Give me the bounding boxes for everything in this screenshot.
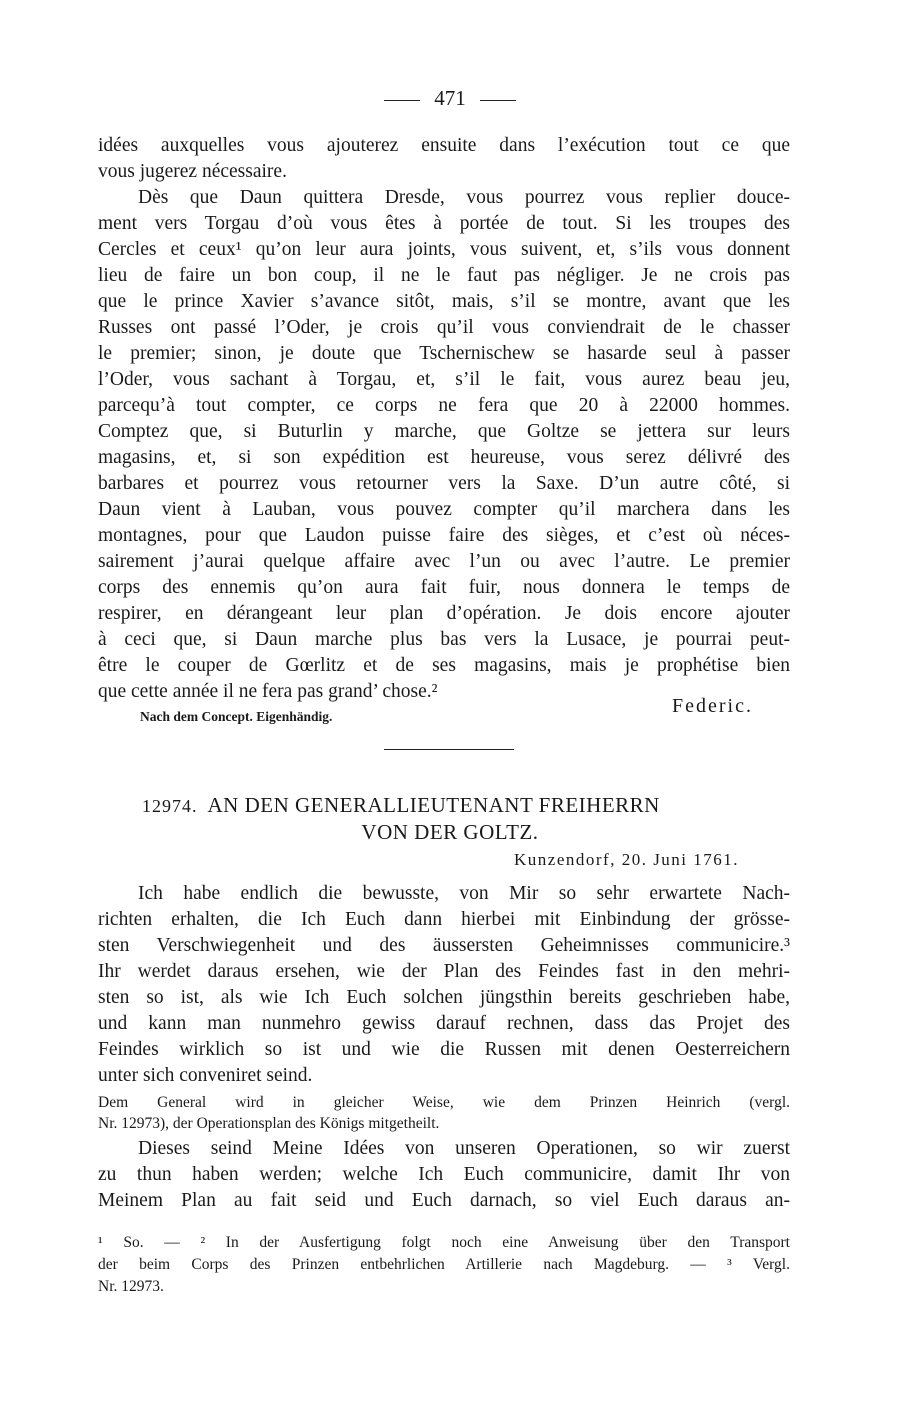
letter1-line: que cette année il ne fera pas grand’ chose.² bbox=[98, 681, 438, 702]
letter1-line: le premier; sinon, je doute que Tschernischew se hasarde seul à passer bbox=[98, 343, 790, 364]
letter1-line: Dès que Daun quittera Dresde, vous pourrez vous replier douce- bbox=[138, 187, 790, 208]
place-date: Kunzendorf, 20. Juni 1761. bbox=[514, 850, 740, 869]
letter1-line: sairement j’aurai quelque affaire avec l’un ou avec l’autre. Le premier bbox=[98, 551, 790, 572]
signature: Federic. bbox=[672, 695, 753, 717]
letter1-line: lieu de faire un bon coup, il ne le faut pas négliger. Je ne crois pas bbox=[98, 265, 790, 286]
letter2-line: und kann man nunmehro gewiss darauf rechnen, dass das Projet des bbox=[98, 1013, 790, 1034]
footnote-line: der beim Corps des Prinzen entbehrlichen Artillerie nach Magdeburg. — ³ Vergl. bbox=[98, 1256, 790, 1273]
letter1-line: Cercles et ceux¹ qu’on leur aura joints, vous suivent, et, s’ils vous donnent bbox=[98, 239, 790, 260]
letter2-line: sten Verschwiegenheit und des äussersten Geheimnisses communicire.³ bbox=[98, 935, 790, 956]
letter2-line: unter sich conveniret seind. bbox=[98, 1065, 313, 1086]
letter2-line: Meinem Plan au fait seid und Euch darnach, so viel Euch daraus an- bbox=[98, 1190, 790, 1211]
letter2-line: richten erhalten, die Ich Euch dann hierbei mit Einbindung der grösse- bbox=[98, 909, 790, 930]
letter1-line: corps des ennemis qu’on aura fait fuir, nous donnera le temps de bbox=[98, 577, 790, 598]
letter2-line: Ich habe endlich die bewusste, von Mir so sehr erwartete Nach- bbox=[138, 883, 790, 904]
editorial-note-line: Nr. 12973), der Operationsplan des Königs mitgetheilt. bbox=[98, 1115, 440, 1132]
letter1-line: barbares et pourrez vous retourner vers la Saxe. D’un autre côté, si bbox=[98, 473, 790, 494]
section-divider bbox=[384, 749, 514, 750]
letter1-line: Daun vient à Lauban, vous pouvez compter qu’il marchera dans les bbox=[98, 499, 790, 520]
letter1-line: parcequ’à tout compter, ce corps ne fera que 20 à 22000 hommes. bbox=[98, 395, 790, 416]
page-number-row bbox=[0, 86, 900, 111]
letter-number: 12974. bbox=[142, 796, 198, 816]
letter1-line: vous jugerez nécessaire. bbox=[98, 161, 287, 182]
right-dash bbox=[480, 100, 516, 101]
letter2-line: Feindes wirklich so ist und wie die Russen mit denen Oesterreichern bbox=[98, 1039, 790, 1060]
letter1-line: Russes ont passé l’Oder, je crois qu’il vous conviendrait de le chasser bbox=[98, 317, 790, 338]
heading-line1: AN DEN GENERALLIEUTENANT FREIHERRN bbox=[207, 793, 660, 817]
letter1-line: à ceci que, si Daun marche plus bas vers la Lusace, je pourrai peut- bbox=[98, 629, 790, 650]
footnote-line: Nr. 12973. bbox=[98, 1278, 164, 1295]
letter1-line: idées auxquelles vous ajouterez ensuite dans l’exécution tout ce que bbox=[98, 135, 790, 156]
letter2-heading bbox=[142, 793, 660, 818]
source-note: Nach dem Concept. Eigenhändig. bbox=[140, 709, 333, 724]
letter1-line: Comptez que, si Buturlin y marche, que Goltze se jettera sur leurs bbox=[98, 421, 790, 442]
letter2-line: sten so ist, als wie Ich Euch solchen jüngsthin bereits geschrieben habe, bbox=[98, 987, 790, 1008]
page-number: 471 bbox=[434, 86, 466, 110]
letter1-line: l’Oder, vous sachant à Torgau, et, s’il le fait, vous aurez beau jeu, bbox=[98, 369, 790, 390]
heading-line2: VON DER GOLTZ. bbox=[361, 820, 539, 844]
letter1-line: ment vers Torgau d’où vous êtes à portée de tout. Si les troupes des bbox=[98, 213, 790, 234]
letter2-line: zu thun haben werden; welche Ich Euch communicire, damit Ihr von bbox=[98, 1164, 790, 1185]
editorial-note-line: Dem General wird in gleicher Weise, wie dem Prinzen Heinrich (vergl. bbox=[98, 1094, 790, 1111]
footnote-line: ¹ So. — ² In der Ausfertigung folgt noch eine Anweisung über den Transport bbox=[98, 1234, 790, 1251]
letter1-line: que le prince Xavier s’avance sitôt, mais, s’il se montre, avant que les bbox=[98, 291, 790, 312]
letter1-line: magasins, et, si son expédition est heureuse, vous serez délivré des bbox=[98, 447, 790, 468]
letter1-line: être le couper de Gœrlitz et de ses magasins, mais je prophétise bien bbox=[98, 655, 790, 676]
letter1-line: respirer, en dérangeant leur plan d’opération. Je dois encore ajouter bbox=[98, 603, 790, 624]
left-dash bbox=[384, 100, 420, 101]
letter2-line: Dieses seind Meine Idées von unseren Operationen, so wir zuerst bbox=[138, 1138, 790, 1159]
letter1-line: montagnes, pour que Laudon puisse faire des sièges, et c’est où néces- bbox=[98, 525, 790, 546]
letter2-line: Ihr werdet daraus ersehen, wie der Plan des Feindes fast in den mehri- bbox=[98, 961, 790, 982]
